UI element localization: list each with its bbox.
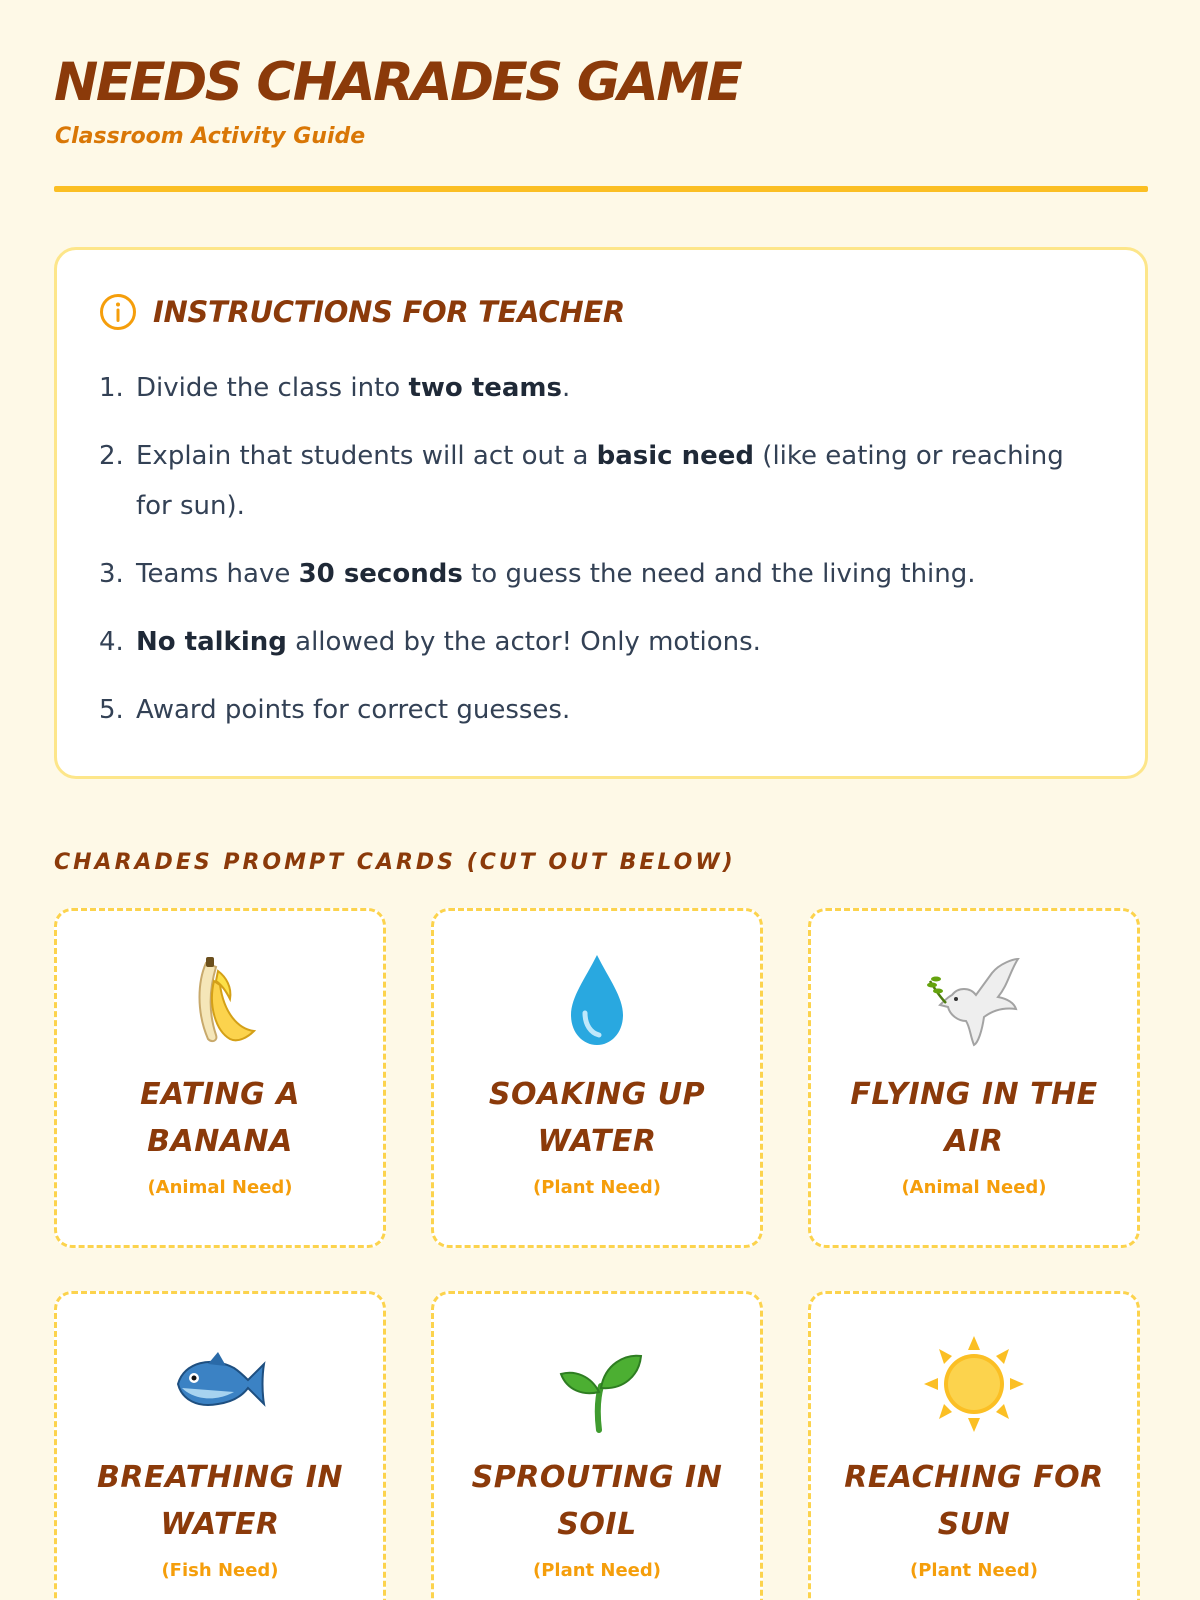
prompt-card xyxy=(431,1291,763,1600)
info-icon xyxy=(99,293,137,331)
card-label: REACHING FOR SUN xyxy=(844,1460,1104,1542)
water-drop-icon xyxy=(434,951,760,1051)
instruction-step xyxy=(99,549,1099,599)
step-text: No talking allowed by the actor! Only motions. xyxy=(136,627,761,657)
card-label: EATING A BANANA xyxy=(140,1077,300,1159)
fish-icon xyxy=(57,1334,383,1434)
prompt-card xyxy=(808,1291,1140,1600)
step-text: Teams have 30 seconds to guess the need and the living thing. xyxy=(136,559,976,589)
card-label: SOAKING UP WATER xyxy=(488,1077,706,1159)
card-label: SPROUTING IN SOIL xyxy=(471,1460,723,1542)
dove-icon xyxy=(811,951,1137,1051)
sun-icon xyxy=(811,1334,1137,1434)
cards-section-label: CHARADES PROMPT CARDS (CUT OUT BELOW) xyxy=(54,850,736,875)
instruction-step xyxy=(99,685,1099,735)
card-need-type: (Animal Need) xyxy=(901,1177,1047,1198)
prompt-card xyxy=(431,908,763,1248)
instructions-panel xyxy=(54,247,1148,779)
prompt-card xyxy=(808,908,1140,1248)
step-number: 3. xyxy=(99,559,124,589)
banana-icon xyxy=(57,951,383,1051)
card-need-type: (Plant Need) xyxy=(532,1560,661,1581)
instructions-header xyxy=(99,292,625,332)
step-number: 2. xyxy=(99,441,124,471)
card-label: BREATHING IN WATER xyxy=(97,1460,343,1542)
card-need-type: (Fish Need) xyxy=(161,1560,279,1581)
card-need-type: (Plant Need) xyxy=(909,1560,1038,1581)
card-need-type: (Plant Need) xyxy=(532,1177,661,1198)
prompt-card xyxy=(54,908,386,1248)
prompt-card xyxy=(54,1291,386,1600)
card-need-type: (Animal Need) xyxy=(147,1177,293,1198)
step-text: Explain that students will act out a basic need (like eating or reaching for sun). xyxy=(136,441,1064,521)
step-number: 1. xyxy=(99,373,124,403)
step-text: Award points for correct guesses. xyxy=(136,695,571,725)
step-number: 5. xyxy=(99,695,124,725)
instructions-list xyxy=(99,363,1099,753)
instructions-title: INSTRUCTIONS FOR TEACHER xyxy=(153,295,625,329)
page-subtitle: Classroom Activity Guide xyxy=(55,124,366,149)
step-text: Divide the class into two teams. xyxy=(136,373,571,403)
card-label: FLYING IN THE AIR xyxy=(850,1077,1098,1159)
header-divider xyxy=(54,186,1148,192)
page-title: NEEDS CHARADES GAME xyxy=(54,52,741,113)
instruction-step xyxy=(99,617,1099,667)
instruction-step xyxy=(99,431,1099,531)
step-number: 4. xyxy=(99,627,124,657)
instruction-step xyxy=(99,363,1099,413)
seedling-icon xyxy=(434,1334,760,1434)
